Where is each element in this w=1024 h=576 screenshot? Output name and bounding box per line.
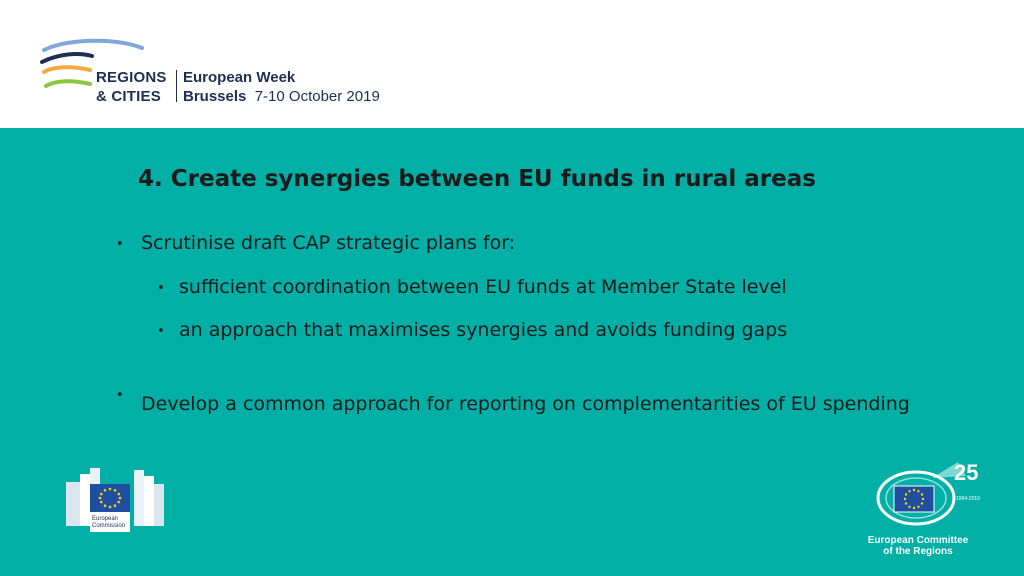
event-dates: 7-10 October 2019 (254, 88, 380, 105)
cor-anniversary-badge: 25 (954, 460, 979, 485)
cor-anniversary-years: 1994-2019 (956, 496, 980, 502)
regions-cities-logo-text (96, 68, 167, 106)
bullet-2: Develop a common approach for reporting on complementarities of EU spending (141, 393, 910, 415)
logo-divider (176, 70, 177, 102)
sub-bullet-dot: • (157, 324, 165, 339)
bullet-dot: • (116, 388, 124, 403)
logo-line-2: & CITIES (96, 88, 161, 105)
sub-bullet-1: sufficient coordination between EU funds at Member State level (179, 276, 787, 298)
cor-name-line-1: European Committee (867, 535, 969, 546)
event-city: Brussels (183, 88, 247, 105)
logo-line-1: REGIONS (96, 69, 167, 86)
bullet-1: Scrutinise draft CAP strategic plans for: (141, 232, 516, 254)
bullet-dot: • (116, 237, 124, 252)
header-bar (0, 0, 1024, 128)
cor-name-line-2: of the Regions (883, 546, 953, 557)
slide-title: 4. Create synergies between EU funds in rural areas (138, 166, 816, 192)
sub-bullet-dot: • (157, 281, 165, 296)
ec-label-line-2: Commission (92, 523, 126, 529)
european-commission-logo-icon (64, 462, 166, 534)
event-name: European Week (183, 69, 296, 86)
event-info (183, 68, 380, 106)
cor-name (862, 535, 974, 557)
ec-label-line-1: European (92, 516, 119, 522)
sub-bullet-2: an approach that maximises synergies and avoids funding gaps (179, 319, 788, 341)
